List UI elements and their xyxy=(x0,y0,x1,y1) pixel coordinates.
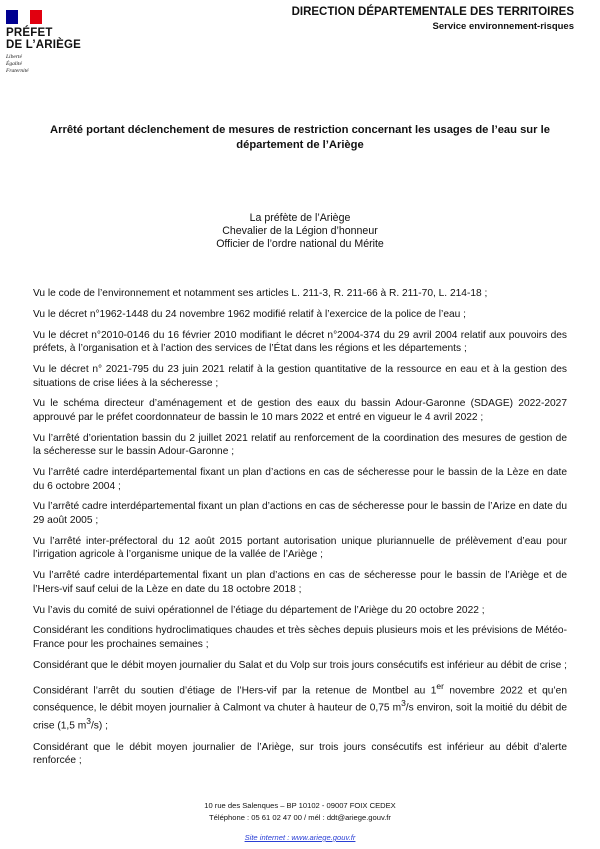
prefecture-logo xyxy=(6,10,96,75)
prefecture-name: PRÉFET DE L’ARIÈGE xyxy=(6,27,82,51)
considerant-paragraph: Considérant l’arrêt du soutien d’étiage de l’Hers-vif par la retenue de Montbel au 1er novembre 2022 et qu’en conséquence, le débit moyen journalier à Calmont va chuter à hauteur de 0,75 $m^3/s$ environ, soit la moitié du débit de crise (1,5 $m^3/s$) ; xyxy=(33,680,567,732)
footer-address xyxy=(0,800,600,824)
visa-paragraph: Vu le décret n°1962-1448 du 24 novembre 1962 modifié relatif à l’exercice de la police de l’eau ; xyxy=(33,308,466,320)
visa-paragraph: Vu le code de l’environnement et notamment ses articles L. 211-3, R. 211-66 à R. 211-70, L. 214-18 ; xyxy=(33,288,488,299)
visa-paragraph: Vu le décret n°2010-0146 du 16 février 2010 modifiant le décret n°2004-374 du 29 avril 2004 relatif aux pouvoirs des préfets, à l’organisation et à l’action des services de l’État dans les régions et les départements ; xyxy=(33,329,567,355)
signer-block xyxy=(0,212,600,251)
direction-name: DIRECTION DÉPARTEMENTALE DES TERRITOIRES xyxy=(291,6,574,18)
visa-paragraph: Vu l’arrêté inter-préfectoral du 12 août 2015 portant autorisation unique pluriannuelle de prélèvement d’eau pour l’irrigation agricole à l’organisme unique de la vallée de l’Ariège ; xyxy=(33,535,567,561)
french-flag-icon xyxy=(6,10,42,24)
visa-paragraph: Vu l’arrêté cadre interdépartemental fixant un plan d’actions en cas de sécheresse pour le bassin de l’Arize en date du 29 août 2005 ; xyxy=(33,501,567,527)
considerant-paragraph: Considérant que le débit moyen journalier de l’Ariège, sur trois jours consécutifs est inférieur au débit d’alerte renforcée ; xyxy=(33,741,567,767)
issuing-department xyxy=(292,6,574,32)
document-body xyxy=(33,287,567,775)
visa-paragraph: Vu le décret n° 2021-795 du 23 juin 2021 relatif à la gestion quantitative de la ressource en eau et à la gestion des situations de crise liées à la sécheresse ; xyxy=(33,363,567,389)
contact-info: Téléphone : 05 61 02 47 00 / mél : ddt@ariege.gouv.fr xyxy=(209,813,391,822)
signer-line: La préfète de l’Ariège xyxy=(249,212,351,224)
republic-motto: Liberté Égalité Fraternité xyxy=(6,54,29,74)
visa-paragraph: Vu l’arrêté cadre interdépartemental fixant un plan d’actions en cas de sécheresse pour le bassin de l’Ariège et de l’Hers-vif sauf celui de la Lèze en date du 18 octobre 2018 ; xyxy=(33,570,567,595)
website-link[interactable]: Site internet : www.ariege.gouv.fr xyxy=(244,833,356,842)
considerant-paragraph: Considérant que le débit moyen journalier du Salat et du Volp sur trois jours consécutifs est inférieur au débit de crise ; xyxy=(33,659,568,671)
considerant-paragraph: Considérant les conditions hydroclimatiques chaudes et très sèches depuis plusieurs mois et les prévisions de Météo-France pour les prochaines semaines ; xyxy=(33,625,567,650)
visa-paragraph: Vu l’arrêté cadre interdépartemental fixant un plan d’actions en cas de sécheresse pour le bassin de la Lèze en date du 6 octobre 2004 ; xyxy=(33,467,567,492)
visa-paragraph: Vu l’arrêté d’orientation bassin du 2 juillet 2021 relatif au renforcement de la coordination des mesures de gestion de la sécheresse sur le bassin Adour-Garonne ; xyxy=(33,432,567,458)
visa-paragraph: Vu le schéma directeur d’aménagement et de gestion des eaux du bassin Adour-Garonne (SDAGE) 2022-2027 approuvé par le préfet coordonnateur de bassin le 10 mars 2022 et entré en vigueur le 4 avril 2022 ; xyxy=(33,398,567,423)
postal-address: 10 rue des Salenques – BP 10102 - 09007 FOIX CEDEX xyxy=(204,801,396,810)
signer-line: Chevalier de la Légion d’honneur xyxy=(222,225,378,237)
visa-paragraph: Vu l’avis du comité de suivi opérationnel de l’étiage du département de l’Ariège du 20 octobre 2022 ; xyxy=(33,604,485,616)
document-title: Arrêté portant déclenchement de mesures de restriction concernant les usages de l’eau sur le département de l’Ariège xyxy=(50,124,550,151)
signer-line: Officier de l’ordre national du Mérite xyxy=(216,238,384,250)
service-name: Service environnement-risques xyxy=(432,21,574,32)
